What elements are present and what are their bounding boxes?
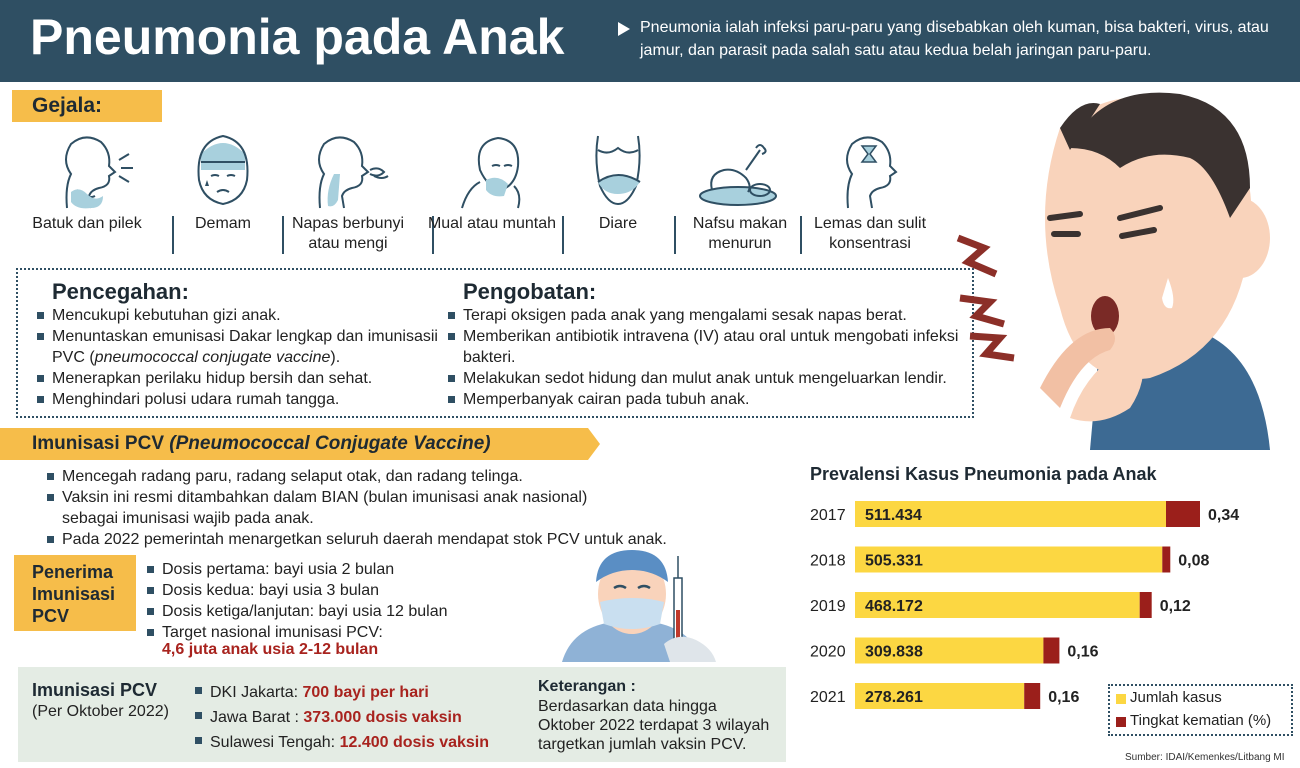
symptom-fatigue — [805, 130, 935, 254]
symptom-diarrhea — [553, 130, 683, 234]
pengobatan-list — [447, 305, 962, 410]
diarrhea-icon — [568, 130, 668, 210]
list-item: Mencegah radang paru, radang selaput otak, dan radang telinga. — [46, 466, 726, 487]
legend-label-cases: Jumlah kasus — [1130, 689, 1222, 706]
doctor-illustration — [552, 548, 724, 662]
bar-death-rate — [1043, 638, 1059, 664]
region-value: 373.000 dosis vaksin — [303, 709, 462, 726]
death-rate-label: 0,08 — [1178, 552, 1210, 570]
chart-legend — [1108, 684, 1293, 736]
list-item: Melakukan sedot hidung dan mulut anak untuk mengeluarkan lendir. — [447, 368, 962, 389]
list-item: Vaksin ini resmi ditambahkan dalam BIAN (bulan imunisasi anak nasional) sebagai imunisasi wajib pada anak. — [46, 487, 726, 529]
list-item: Terapi oksigen pada anak yang mengalami sesak napas berat. — [447, 305, 962, 326]
list-item: Dosis kedua: bayi usia 3 bulan — [146, 580, 506, 601]
legend-swatch-death — [1116, 717, 1126, 727]
death-rate-label: 0,34 — [1208, 507, 1240, 524]
penerima-label: Penerima Imunisasi PCV — [14, 555, 136, 631]
symptom-label: Diare — [598, 215, 638, 232]
bar-death-rate — [1024, 683, 1040, 709]
gejala-label: Gejala: — [12, 90, 162, 122]
cases-value-label: 468.172 — [865, 598, 923, 615]
penerima-target: 4,6 juta anak usia 2-12 bulan — [162, 641, 379, 658]
list-item: Dosis pertama: bayi usia 2 bulan — [146, 559, 506, 580]
pcv-banner-subtitle: (Pneumococcal Conjugate Vaccine) — [169, 433, 491, 454]
cases-value-label: 511.434 — [865, 507, 922, 524]
chart-title: Prevalensi Kasus Pneumonia pada Anak — [810, 464, 1157, 484]
symptom-label: Nafsu makan menurun — [692, 215, 788, 252]
region-label: Sulawesi Tengah: — [210, 734, 336, 751]
region-label: DKI Jakarta: — [210, 684, 299, 701]
bar-death-rate — [1140, 592, 1152, 618]
nausea-icon — [442, 130, 542, 210]
source-note: Sumber: IDAI/Kemenkes/Litbang MI — [1125, 752, 1285, 763]
year-label: 2020 — [810, 643, 846, 661]
imunisasi-title: Imunisasi PCV — [32, 680, 158, 700]
list-item: Memberikan antibiotik intravena (IV) atau oral untuk mengobati infeksi bakteri. — [447, 326, 962, 368]
region-label: Jawa Barat : — [210, 709, 299, 726]
wheeze-icon — [298, 130, 398, 210]
list-item: Mencukupi kebutuhan gizi anak. — [36, 305, 446, 326]
symptom-label: Batuk dan pilek — [32, 215, 142, 232]
region-value: 12.400 dosis vaksin — [339, 734, 490, 751]
list-item: Memperbanyak cairan pada tubuh anak. — [447, 389, 962, 410]
pcv-banner-title: Imunisasi PCV — [32, 433, 164, 454]
sick-child-illustration — [950, 88, 1300, 450]
cases-value-label: 309.838 — [865, 643, 923, 661]
symptom-wheeze — [283, 130, 413, 254]
symptom-label: Mual atau muntah — [427, 215, 557, 232]
divider — [800, 216, 802, 254]
death-rate-label: 0,12 — [1159, 598, 1191, 615]
pencegahan-heading: Pencegahan: — [52, 279, 189, 304]
bar-death-rate — [1166, 501, 1200, 527]
pengobatan-heading: Pengobatan: — [463, 279, 597, 304]
cases-value-label: 278.261 — [865, 689, 923, 706]
death-rate-label: 0,16 — [1067, 643, 1099, 661]
symptom-label: Napas berbunyi atau mengi — [291, 215, 405, 252]
year-label: 2021 — [810, 689, 846, 706]
list-item — [194, 705, 524, 730]
list-item: Menuntaskan emunisasi Dakar lengkap dan imunisasii PVC (pneumococcal conjugate vaccine). — [36, 326, 446, 368]
list-item: Menghindari polusi udara rumah tangga. — [36, 389, 446, 410]
pcv-list — [46, 466, 726, 550]
fatigue-icon — [820, 130, 920, 210]
region-value: 700 bayi per hari — [302, 684, 429, 701]
list-item: Dosis ketiga/lanjutan: bayi usia 12 bulan — [146, 601, 506, 622]
food-icon — [690, 130, 790, 210]
list-item — [194, 680, 524, 705]
year-label: 2018 — [810, 552, 846, 570]
keterangan-title: Keterangan : — [538, 678, 636, 695]
legend-label-death: Tingkat kematian (%) — [1130, 712, 1272, 729]
symptom-label: Lemas dan sulit konsentrasi — [813, 215, 927, 252]
pcv-banner-text — [32, 433, 491, 455]
cases-value-label: 505.331 — [865, 552, 923, 570]
imunisasi-list — [194, 680, 524, 755]
fever-icon — [173, 130, 273, 210]
pencegahan-list — [36, 305, 446, 410]
keterangan-text: Berdasarkan data hingga Oktober 2022 terdapat 3 wilayah targetkan jumlah vaksin PCV. — [538, 698, 770, 753]
symptom-fever — [158, 130, 288, 234]
symptom-appetite — [675, 130, 805, 254]
penerima-list — [146, 559, 506, 643]
intro-text: Pneumonia ialah infeksi paru-paru yang disebabkan oleh kuman, bisa bakteri, virus, atau jamur, dan parasit pada salah satu atau kedua belah jaringan paru-paru. — [640, 19, 1269, 59]
bar-death-rate — [1162, 547, 1170, 573]
play-arrow-icon — [618, 22, 630, 36]
death-rate-label: 0,16 — [1048, 689, 1080, 706]
imunisasi-subtitle: (Per Oktober 2022) — [32, 703, 169, 720]
year-label: 2019 — [810, 598, 846, 615]
list-item: Target nasional imunisasi PCV: — [146, 622, 506, 643]
symptom-label: Demam — [194, 215, 251, 232]
list-item: Menerapkan perilaku hidup bersih dan sehat. — [36, 368, 446, 389]
symptom-cough — [22, 130, 152, 234]
year-label: 2017 — [810, 507, 846, 524]
page-title: Pneumonia pada Anak — [30, 9, 565, 65]
legend-swatch-cases — [1116, 694, 1126, 704]
list-item — [194, 730, 524, 755]
list-item: Pada 2022 pemerintah menargetkan seluruh daerah mendapat stok PCV untuk anak. — [46, 529, 726, 550]
symptom-nausea — [427, 130, 557, 234]
cough-icon — [37, 130, 137, 210]
